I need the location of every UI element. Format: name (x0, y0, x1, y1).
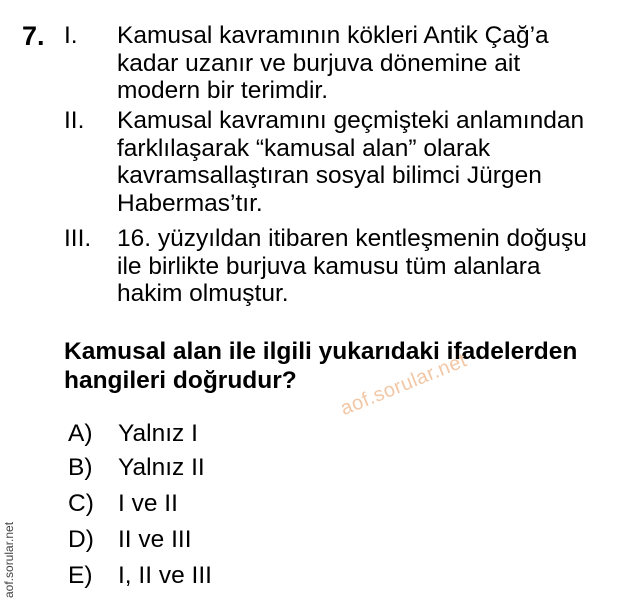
question-number: 7. (22, 21, 45, 51)
option-text: I ve II (118, 490, 178, 517)
statement-line: ile birlikte burjuva kamusu tüm alanlara (117, 252, 541, 280)
statement-line: kadar uzanır ve burjuva dönemine ait (117, 49, 521, 77)
watermark: aof.sorular.net (337, 349, 471, 421)
statement-line: modern bir terimdir. (117, 77, 329, 104)
option-a[interactable] (68, 420, 368, 448)
statement-line: Kamusal kavramını geçmişteki anlamından (117, 107, 585, 134)
statement-line: kavramsallaştıran sosyal bilimci Jürgen (117, 162, 542, 189)
question-prompt-line: hangileri doğrudur? (64, 367, 297, 394)
statement-text (117, 107, 627, 217)
statement-roman-numeral: III. (64, 225, 92, 252)
option-letter: B) (68, 454, 93, 481)
side-watermark: aof.sorular.net (2, 521, 16, 598)
statement-line: Kamusal kavramının kökleri Antik Çağ’a (117, 22, 549, 49)
option-e[interactable] (68, 562, 368, 590)
option-b[interactable] (68, 454, 368, 482)
statement-line: Habermas’tır. (117, 189, 263, 217)
question-prompt-line: Kamusal alan ile ilgili yukarıdaki ifadelerden (64, 338, 578, 365)
option-text: Yalnız II (118, 454, 205, 481)
question-prompt (64, 337, 634, 395)
option-text: II ve III (118, 526, 192, 553)
statement-roman-numeral: I. (64, 22, 78, 49)
statement-text (117, 225, 627, 308)
option-c[interactable] (68, 490, 368, 518)
option-letter: C) (68, 490, 94, 517)
option-letter: E) (68, 562, 93, 589)
statement-line: hakim olmuştur. (117, 280, 289, 307)
statement-line: 16. yüzyıldan itibaren kentleşmenin doğuşu (117, 225, 587, 252)
option-letter: A) (68, 420, 93, 447)
statement-roman-numeral: II. (64, 107, 85, 134)
option-d[interactable] (68, 526, 368, 554)
option-text: Yalnız I (118, 420, 198, 447)
option-text: I, II ve III (118, 562, 212, 589)
option-letter: D) (68, 526, 94, 553)
statement-text (117, 22, 627, 105)
statement-line: farklılaşarak “kamusal alan” olarak (117, 134, 491, 162)
